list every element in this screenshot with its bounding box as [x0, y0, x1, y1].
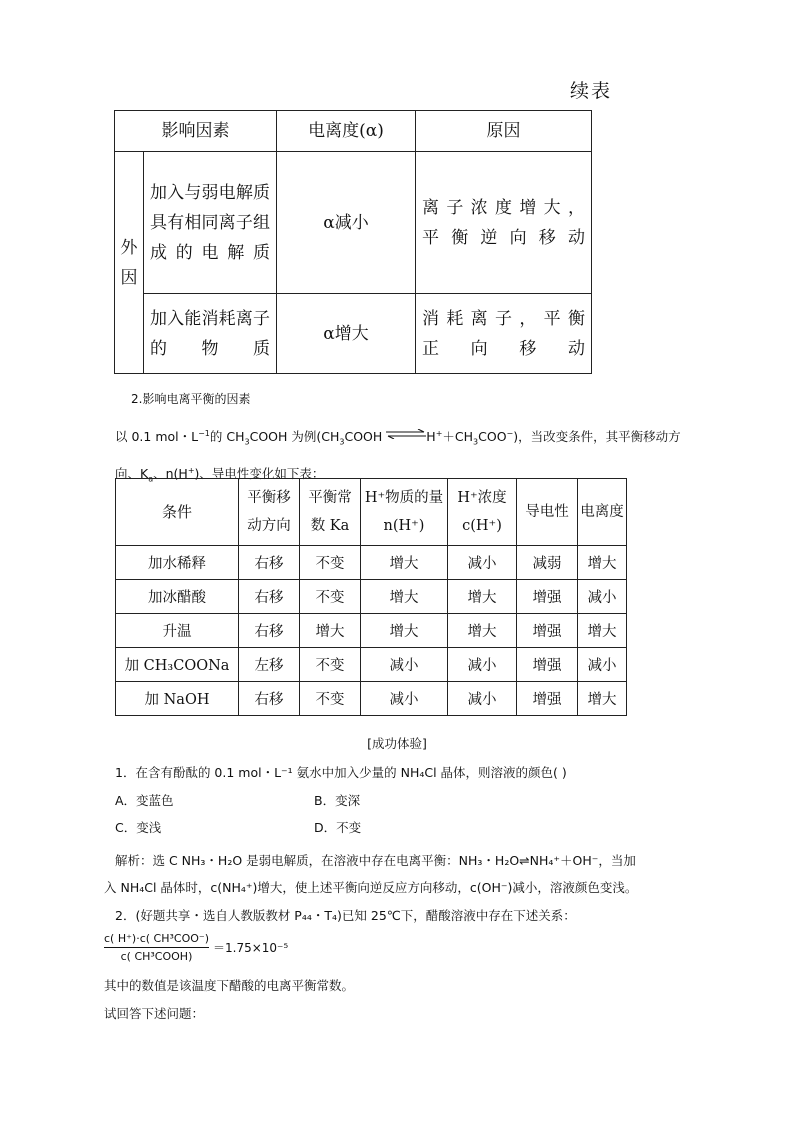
cell: 增大	[578, 546, 627, 580]
header-ch: H⁺浓度 c(H⁺)	[448, 479, 517, 546]
cell: 增强	[517, 682, 578, 716]
question-2-stem: 2．(好题共享・选自人教版教材 P₄₄・T₄)已知 25℃下，醋酸溶液中存在下述关系：	[115, 908, 576, 923]
external-factor-label: 外因	[115, 152, 144, 374]
table-row	[116, 580, 627, 614]
analysis-line-2: 入 NH₄Cl 晶体时，c(NH₄⁺)增大，使上述平衡向逆反应方向移动，c(OH⁻)减小，溶液颜色变浅。	[104, 880, 638, 895]
cell: 右移	[239, 546, 300, 580]
cell: 右移	[239, 580, 300, 614]
option-c: C．变浅	[115, 820, 162, 835]
cell: 不变	[300, 648, 361, 682]
header-nh: H⁺物质的量 n(H⁺)	[361, 479, 448, 546]
cell: 右移	[239, 682, 300, 716]
cell: 减小	[448, 648, 517, 682]
cell: 加 CH₃COONa	[116, 648, 239, 682]
table-row	[116, 682, 627, 716]
cell: 减小	[578, 580, 627, 614]
reason-cell: 消耗离子，平衡 正向移动	[416, 294, 592, 374]
intro-paragraph: 以 0.1 mol・$L^{-1}$的 $CH_3COOH$ 为例($CH_3COOH$ $H^++CH_3COO^-$)，当改变条件，其平衡移动方 向、$K_a$、n(H+)、导电性变化如下表：	[115, 420, 727, 493]
cell: 增大	[361, 614, 448, 648]
ka-formula	[104, 932, 288, 963]
header-ka: 平衡常数 Ka	[300, 479, 361, 546]
cell: 增强	[517, 580, 578, 614]
cell: 增大	[448, 614, 517, 648]
cell: 不变	[300, 682, 361, 716]
continuation-label: 续表	[570, 80, 613, 102]
alpha-cell: α增大	[277, 294, 416, 374]
section-title: [成功体验]	[367, 736, 427, 751]
cell: 减小	[578, 648, 627, 682]
question-2-line-3: 试回答下述问题：	[104, 1006, 205, 1021]
cell: 加水稀释	[116, 546, 239, 580]
cell: 增大	[361, 546, 448, 580]
option-d: D．不变	[314, 820, 362, 835]
formula-denominator: c( CH³COOH)	[120, 950, 193, 963]
header-conductivity: 导电性	[517, 479, 578, 546]
cell: 不变	[300, 580, 361, 614]
option-a: A．变蓝色	[115, 793, 174, 808]
factor-cell: 加入与弱电解质具有相同离子组成的电解质	[144, 152, 277, 294]
cell: 减小	[448, 682, 517, 716]
alpha-cell: α减小	[277, 152, 416, 294]
cell: 增强	[517, 614, 578, 648]
cell: 增强	[517, 648, 578, 682]
ionization-factor-table	[114, 110, 592, 374]
header-ionization: 电离度	[578, 479, 627, 546]
reason-cell: 离子浓度增大， 平衡逆向移动	[416, 152, 592, 294]
cell: 增大	[300, 614, 361, 648]
equilibrium-arrow-icon	[386, 421, 426, 449]
cell: 升温	[116, 614, 239, 648]
factor-cell: 加入能消耗离子的物质	[144, 294, 277, 374]
cell: 减小	[361, 648, 448, 682]
cell: 加 NaOH	[116, 682, 239, 716]
header-factor: 影响因素	[115, 111, 277, 152]
cell: 加冰醋酸	[116, 580, 239, 614]
cell: 减弱	[517, 546, 578, 580]
header-reason: 原因	[416, 111, 592, 152]
equilibrium-change-table	[115, 478, 627, 716]
table-row	[116, 614, 627, 648]
header-shift: 平衡移动方向	[239, 479, 300, 546]
question-2-line-2: 其中的数值是该温度下醋酸的电离平衡常数。	[104, 978, 355, 993]
cell: 右移	[239, 614, 300, 648]
question-1-stem: 1．在含有酚酞的 0.1 mol・L⁻¹ 氨水中加入少量的 NH₄Cl 晶体，则溶液的颜色( )	[115, 765, 567, 780]
option-b: B．变深	[314, 793, 361, 808]
table-row	[115, 294, 592, 374]
cell: 增大	[361, 580, 448, 614]
table-row	[115, 152, 592, 294]
cell: 减小	[448, 546, 517, 580]
table-header-row	[116, 479, 627, 546]
analysis-line-1: 解析：选 C NH₃・H₂O 是弱电解质，在溶液中存在电离平衡：NH₃・H₂O⇌NH₄⁺＋OH⁻，当加	[115, 853, 636, 868]
cell: 减小	[361, 682, 448, 716]
cell: 不变	[300, 546, 361, 580]
table-header-row	[115, 111, 592, 152]
cell: 增大	[448, 580, 517, 614]
formula-value: ＝1.75×10⁻⁵	[213, 941, 289, 955]
table-row	[116, 546, 627, 580]
table-row	[116, 648, 627, 682]
header-alpha: 电离度(α)	[277, 111, 416, 152]
header-condition: 条件	[116, 479, 239, 546]
cell: 增大	[578, 614, 627, 648]
cell: 增大	[578, 682, 627, 716]
section-heading: 2.影响电离平衡的因素	[131, 392, 251, 406]
cell: 左移	[239, 648, 300, 682]
formula-numerator: c( H⁺)·c( CH³COO⁻)	[104, 932, 209, 945]
